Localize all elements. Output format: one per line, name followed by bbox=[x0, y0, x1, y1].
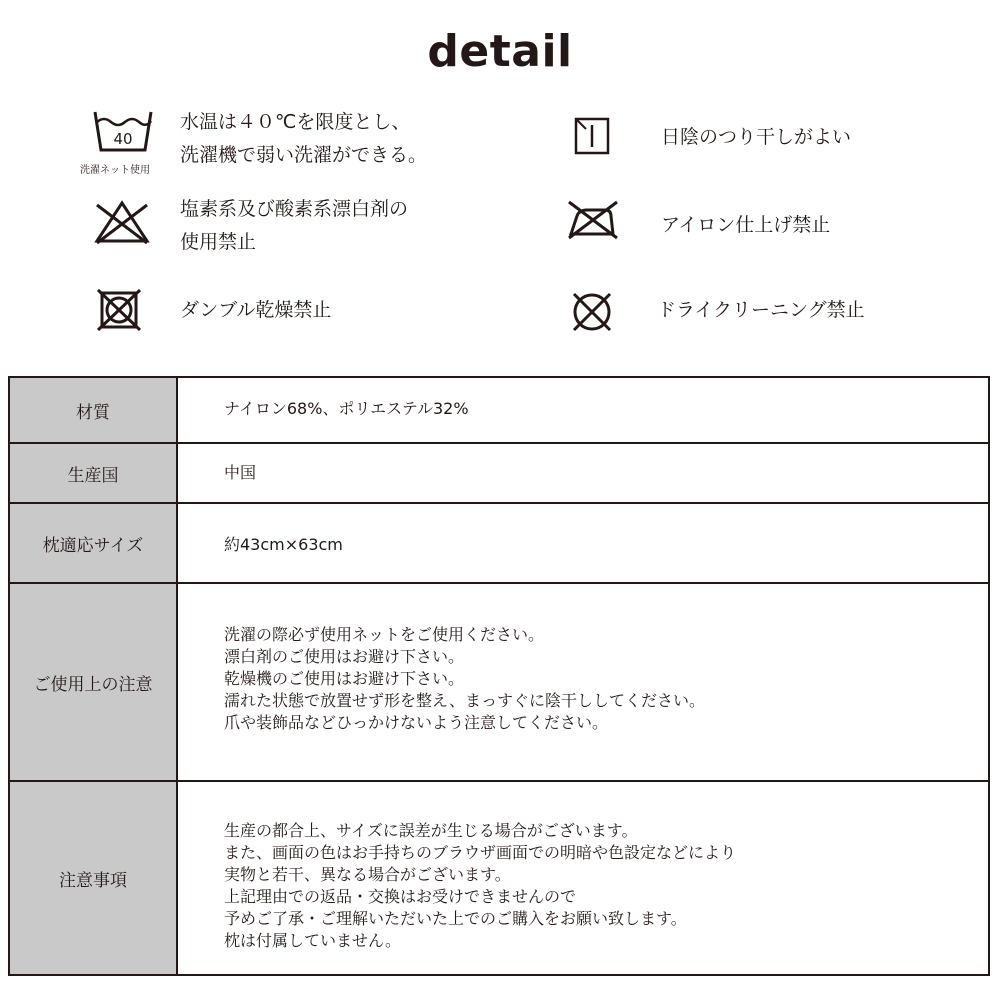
table-row bbox=[9, 377, 989, 443]
table-row bbox=[9, 781, 989, 975]
no-iron-icon bbox=[565, 198, 621, 242]
page-title: detail bbox=[427, 26, 573, 77]
table-row bbox=[9, 583, 989, 781]
no-bleach-line-2: 使用禁止 bbox=[180, 231, 257, 253]
wash-line-1: 水温は４０℃を限度とし、 bbox=[180, 111, 411, 133]
disclaimer-line-3: 実物と若干、異なる場合がございます。 bbox=[224, 865, 511, 884]
no-dry-clean-icon bbox=[568, 290, 616, 334]
size-line-1: 約43cm×63cm bbox=[224, 535, 343, 554]
row-label-usage-notes: ご使用上の注意 bbox=[9, 583, 177, 781]
usage-line-5: 爪や装飾品などひっかけないよう注意してください。 bbox=[224, 713, 609, 732]
shade-dry-instruction bbox=[661, 121, 851, 154]
disclaimer-line-4: 上記理由での返品・交換はお受けできませんので bbox=[224, 887, 577, 906]
wash-caption: 洗濯ネット使用 bbox=[80, 165, 150, 176]
row-label-origin: 生産国 bbox=[9, 443, 177, 503]
spec-table bbox=[8, 376, 990, 976]
wash-instruction bbox=[180, 106, 427, 172]
row-value-disclaimer bbox=[177, 781, 989, 975]
no-bleach-line-1: 塩素系及び酸素系漂白剤の bbox=[180, 198, 409, 220]
row-value-material bbox=[177, 377, 989, 443]
table-row bbox=[9, 443, 989, 503]
no-bleach-icon bbox=[93, 199, 151, 245]
usage-line-3: 乾燥機のご使用はお避け下さい。 bbox=[224, 669, 465, 688]
no-iron-instruction bbox=[661, 209, 830, 242]
row-label-material: 材質 bbox=[9, 377, 177, 443]
no-tumble-line-1: ダンブル乾燥禁止 bbox=[180, 299, 332, 321]
shade-dry-line-1: 日陰のつり干しがよい bbox=[661, 126, 852, 148]
wash-tub-40-icon bbox=[92, 108, 154, 154]
row-label-size: 枕適応サイズ bbox=[9, 503, 177, 583]
origin-line-1: 中国 bbox=[224, 463, 257, 482]
disclaimer-line-5: 予めご了承・ご理解いただいた上でのご購入をお願い致します。 bbox=[224, 909, 687, 928]
no-dryclean-instruction bbox=[657, 294, 865, 327]
row-value-size bbox=[177, 503, 989, 583]
no-bleach-instruction bbox=[180, 193, 408, 259]
shade-line-dry-icon bbox=[574, 117, 610, 155]
wash-temp-label: 40 bbox=[113, 130, 133, 148]
row-label-disclaimer: 注意事項 bbox=[9, 781, 177, 975]
material-line-1: ナイロン68%、ポリエステル32% bbox=[224, 399, 469, 418]
usage-line-1: 洗濯の際必ず使用ネットをご使用ください。 bbox=[224, 625, 545, 644]
row-value-origin bbox=[177, 443, 989, 503]
row-value-usage-notes bbox=[177, 583, 989, 781]
disclaimer-line-1: 生産の都合上、サイズに誤差が生じる場合がございます。 bbox=[224, 821, 638, 840]
disclaimer-line-2: また、画面の色はお手持ちのブラウザ画面での明暗や色設定などにより bbox=[224, 843, 737, 862]
no-dryclean-line-1: ドライクリーニング禁止 bbox=[657, 299, 865, 321]
usage-line-4: 濡れた状態で放置せず形を整え、まっすぐに陰干ししてください。 bbox=[224, 691, 705, 710]
wash-line-2: 洗濯機で弱い洗濯ができる。 bbox=[180, 144, 428, 166]
usage-line-2: 漂白剤のご使用はお避け下さい。 bbox=[224, 647, 465, 666]
no-tumble-instruction bbox=[180, 294, 331, 327]
no-iron-line-1: アイロン仕上げ禁止 bbox=[661, 214, 831, 236]
no-tumble-dry-icon bbox=[96, 289, 142, 331]
disclaimer-line-6: 枕は付属していません。 bbox=[224, 931, 401, 950]
table-row bbox=[9, 503, 989, 583]
